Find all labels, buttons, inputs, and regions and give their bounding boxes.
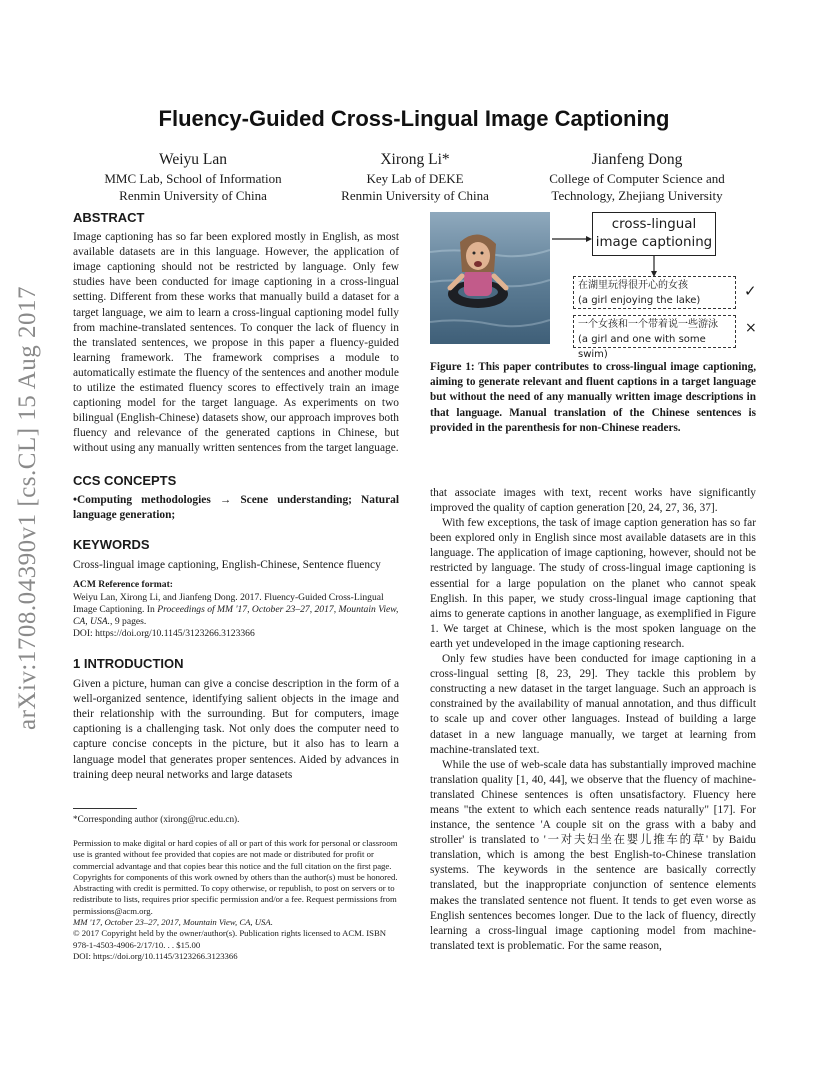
model-label-line1: cross-lingual xyxy=(611,217,697,232)
left-column xyxy=(73,210,399,783)
good-caption-chinese: 在湖里玩得很开心的女孩 xyxy=(578,280,688,291)
acm-reference xyxy=(73,579,399,640)
keywords-heading: KEYWORDS xyxy=(73,536,150,552)
paper-title: Fluency-Guided Cross-Lingual Image Captioning xyxy=(158,106,670,131)
permission-text: Permission to make digital or hard copies of all or part of this work for personal or classroom use is granted without fee provided that copies are not made or distributed for profit or commercial advantage and that copies bear this notice and the full citation on the first page. Copyrights for components of this work owned by others than the author(s) must be honored. Abstracting with credit is permitted. To copy otherwise, or republish, to post on servers or to redistribute to lists, requires prior specific permission and/or a fee. Request permissions from permissions@acm.org. xyxy=(73,838,398,916)
author-name: Xirong Li* xyxy=(380,151,450,168)
abstract-heading: ABSTRACT xyxy=(73,210,145,225)
figure-photo xyxy=(430,212,550,344)
acm-ref-doi: DOI: https://doi.org/10.1145/3123266.3123366 xyxy=(73,627,255,639)
author-block-3 xyxy=(517,150,757,204)
keywords-text: Cross-lingual image captioning, English-Chinese, Sentence fluency xyxy=(73,558,381,571)
ccs-text: •Computing methodologies → Scene understanding; Natural language generation; xyxy=(73,493,399,521)
bad-caption-chinese: 一个女孩和一个带着说一些游泳 xyxy=(578,319,718,330)
body-paragraph: that associate images with text, recent works have significantly improved the quality of caption generation [20, 24, 27, 36, 37]. xyxy=(430,487,756,515)
author-affiliation: MMC Lab, School of Information xyxy=(104,171,282,186)
acm-ref-venue: Proceedings of MM '17, October 23–27, 2017, Mountain View, CA, USA. xyxy=(73,603,399,627)
permission-venue: MM '17, October 23–27, 2017, Mountain View, CA, USA. xyxy=(73,917,273,928)
girl-in-lake-image xyxy=(430,212,550,344)
model-label-line2: image captioning xyxy=(595,235,713,250)
acm-ref-heading: ACM Reference format: xyxy=(73,578,173,590)
intro-heading: 1 INTRODUCTION xyxy=(73,655,184,671)
good-caption-box xyxy=(573,276,736,309)
ccs-heading: CCS CONCEPTS xyxy=(73,472,177,488)
figure-caption: Figure 1: This paper contributes to cross-lingual image captioning, aiming to generate relevant and fluent captions in a target language but without the need of any manually written image descriptions in that language. Manual translation of the Chinese sentences is provided in the parenthesis for non-Chinese readers. xyxy=(430,361,756,434)
abstract-text: Image captioning has so far been explored mostly in English, as most available datasets are in this language. However, the application of image captioning should not be restricted by language. Only few studies have been conducted for image captioning in a cross-lingual setting. Different from these works that manually build a dataset for a target language, we aim to learn a cross-lingual captioning model fully from machine-translated sentences. To conquer the lack of fluency in the translated sentences, we propose in this paper a fluency-guided learning framework. The framework comprises a module to automatically estimate the fluency of the sentences and another module to utilize the estimated fluency scores to effectively train an image captioning model for the target language. As experiments on two bilingual (English-Chinese) datasets show, our approach improves both fluency and relevance of the generated captions in Chinese, but without using any manually written sentences from the target language. xyxy=(73,231,399,455)
footnote: *Corresponding author (xirong@ruc.edu.cn). xyxy=(73,814,240,824)
good-caption-english: (a girl enjoying the lake) xyxy=(578,295,701,306)
body-paragraph: With few exceptions, the task of image caption generation has so far been explored only in English since most available datasets are in this language. The application of image captioning, however, should not be restricted by language. The study of cross-lingual image captioning is essential for a large population on the planet who cannot speak English. In this paper, we study cross-lingual image captioning that aims to generate captions in another language, as exemplified in Figure 1. We target at Chinese, which is the most spoken language on the earth yet undeveloped in the image captioning research. xyxy=(430,517,756,650)
check-icon: ✓ xyxy=(744,282,757,300)
arxiv-stamp: arXiv:1708.04390v1 [cs.CL] 15 Aug 2017 xyxy=(14,286,41,730)
acm-ref-pages: , 9 pages. xyxy=(110,615,147,627)
body-paragraph: While the use of web-scale data has substantially improved machine translation quality [1, 40, 44], we observe that the fluency of machine-translated Chinese sentences is often unsatisfactory. Fluency here means "the extent to which each sentence reads naturally" [17]. For instance, the sentence 'A couple sit on the grass with a baby and stroller' is translated to '一对夫妇坐在婴儿推车的草' by Baidu translation, which is among the best English-to-Chinese translation systems. The keywords in the sentence are basically correctly translated, but the inappropriate conjunction of sentence elements makes the translated sentence not fluent. It tends to get even worse as English sentences becomes longer. Due to the lack of fluency, directly learning a cross-lingual image captioning model from machine-translated text is problematic. For the same reason, xyxy=(430,758,756,952)
permission-doi: DOI: https://doi.org/10.1145/3123266.3123366 xyxy=(73,950,238,961)
model-box xyxy=(592,212,716,256)
permission-block xyxy=(73,838,399,962)
cross-icon: × xyxy=(745,320,757,336)
body-paragraph: Only few studies have been conducted for image captioning in a cross-lingual setting [8, 23, 29]. They tackle this problem by constructing a new dataset in the target language. Such an approach is constrained by the availability of manual annotation, and thus difficult to scale up and cover other languages. Instead of building a large dataset in a new language manually, we target at learning from machine-translated text. xyxy=(430,653,756,756)
author-block-2 xyxy=(295,150,535,204)
bad-caption-english: (a girl and one with some swim) xyxy=(578,334,706,360)
footnote-rule xyxy=(73,808,137,809)
intro-paragraph: Given a picture, human can give a concise description in the form of a well-organized sentence, identifying salient objects in the image and their relationship with the surrounding. But for computers, image captioning is a challenging task. Not only does the computer need to capture concise concepts in the picture, but it also has to learn a language model that generates proper sentences. Aided by advances in training deep neural networks and large datasets xyxy=(73,678,399,781)
permission-copyright: © 2017 Copyright held by the owner/author(s). Publication rights licensed to ACM. ISBN 978-1-4503-4906-2/17/10. . . $15.00 xyxy=(73,928,387,950)
author-block-1 xyxy=(73,150,313,204)
author-name: Jianfeng Dong xyxy=(591,151,683,168)
right-column xyxy=(430,486,756,954)
author-affiliation: Renmin University of China xyxy=(119,188,267,203)
author-affiliation: College of Computer Science and xyxy=(549,171,725,186)
author-affiliation: Renmin University of China xyxy=(341,188,489,203)
author-affiliation: Technology, Zhejiang University xyxy=(551,188,723,203)
author-affiliation: Key Lab of DEKE xyxy=(366,171,464,186)
bad-caption-box xyxy=(573,315,736,360)
acm-ref-citation: Weiyu Lan, Xirong Li, and Jianfeng Dong. 2017. Fluency-Guided Cross-Lingual Image Captioning. In xyxy=(73,591,384,615)
author-name: Weiyu Lan xyxy=(158,151,228,168)
